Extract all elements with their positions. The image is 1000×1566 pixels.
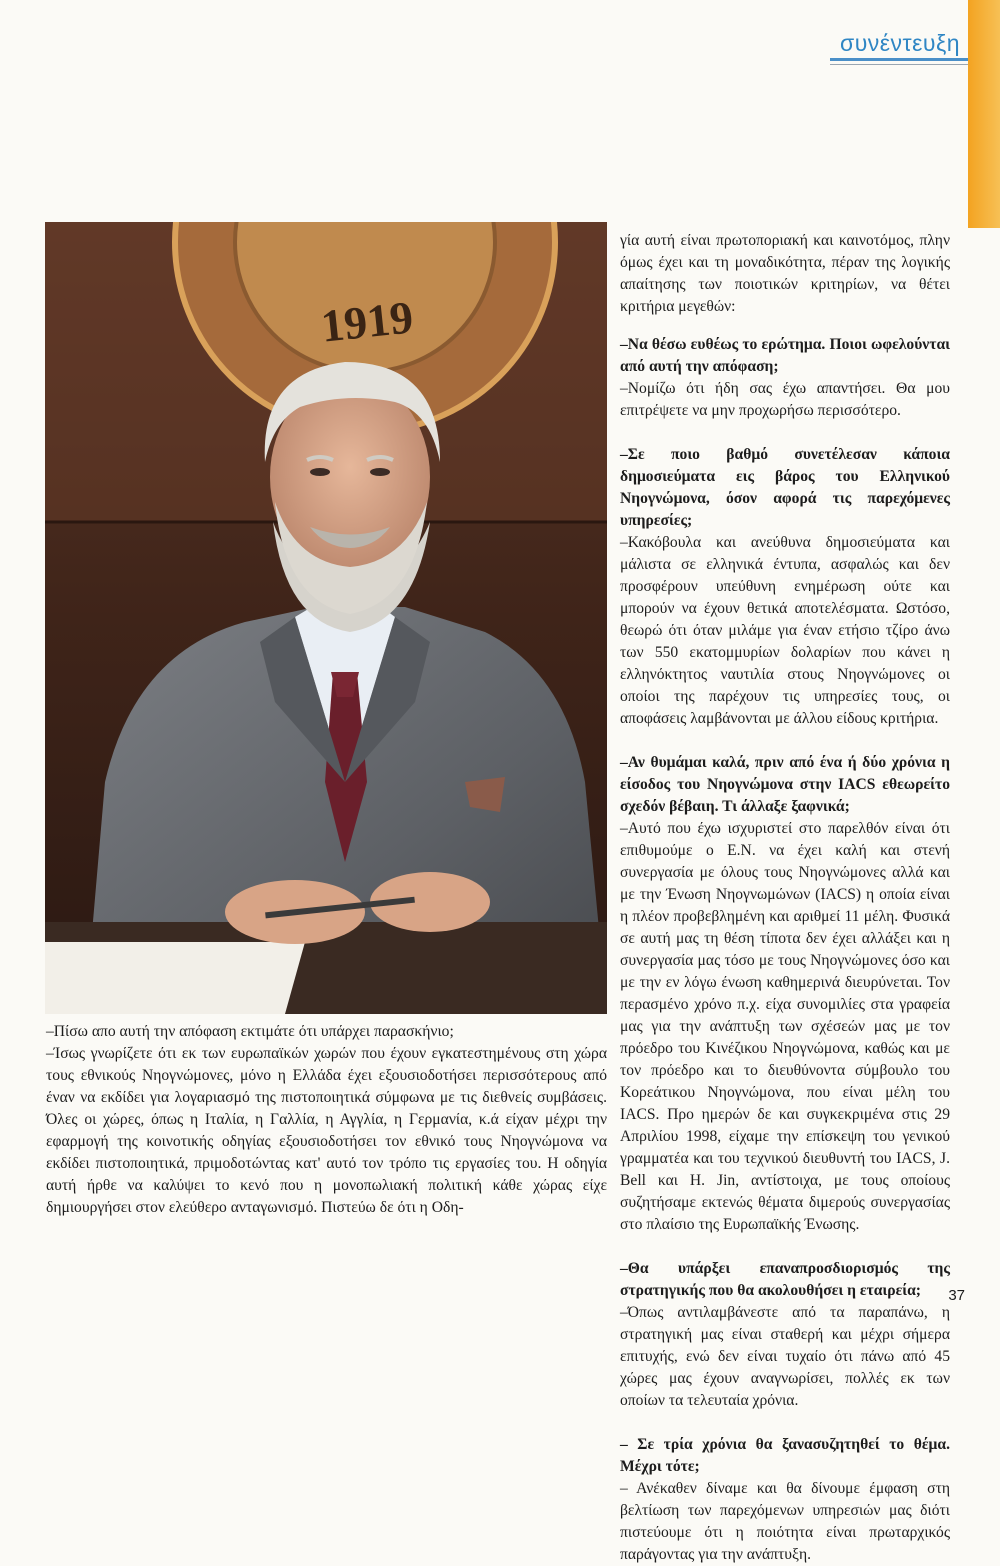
- answer: –Νομίζω ότι ήδη σας έχω απαντήσει. Θα μου επιτρέψετε να μην προχωρήσω περισσότερο.: [620, 380, 950, 419]
- section-color-tab: [968, 0, 1000, 228]
- paragraph: –Πίσω απο αυτή την απόφαση εκτιμάτε ότι υπάρχει παρασκήνιο;: [46, 1023, 454, 1040]
- seal-year: 1919: [318, 291, 416, 352]
- left-text-column: [46, 1021, 607, 1219]
- question: –Να θέσω ευθέως το ερώτημα. Ποιοι ωφελούνται από αυτή την απόφαση;: [620, 336, 950, 375]
- interview-portrait-photo: [45, 222, 607, 1014]
- portrait-illustration: [45, 222, 607, 1014]
- answer: –Όπως αντιλαμβάνεστε από τα παραπάνω, η στρατηγική μας είναι σταθερή και μέχρι σήμερα επιτυχής, ενώ δεν είναι τυχαίο ότι πάνω από 45 χώρες μας έχουν αναγνωρίσει, πολλές εκ των οποίων τα τελευταία χρόνια.: [620, 1304, 950, 1409]
- answer: – Ανέκαθεν δίναμε και θα δίνουμε έμφαση στη βελτίωση των παρεχόμενων υπηρεσιών μας διότι πιστεύουμε ότι η ποιότητα είναι πρωταρχικός παράγοντας για την ανάπτυξη.: [620, 1480, 950, 1563]
- header-rule-line: [830, 64, 968, 65]
- section-label: συνέντευξη: [840, 30, 961, 56]
- answer: –Αυτό που έχω ισχυριστεί στο παρελθόν είναι ότι επιθυμούμε ο Ε.Ν. να έχει καλή και στενή συνεργασία με όλους τους Νηογνώμονες αλλά και με την Ένωση Νηογνωμώνων (IACS) η οποία είναι η πλέον προβεβλημένη και αριθμεί 11 μέλη. Φυσικά σε αυτή μας τη θέση τίποτα δεν έχει αλλάξει και η συνεργασία μας τόσο με τους Νηογνώμονες όσο και με την εν λόγω ένωση καθημερινά διευρύνεται. Τον περασμένο χρόνο π.χ. είχα συνομιλίες στα γραφεία μας για την ανάπτυξη των σχέσεών μας με τον πρόεδρο του Κινέζικου Νηογνώμονα, καθώς και με τον πρόεδρο και το διευθύνοντα σύμβουλο του Κορεάτικου Νηογνώμονα, που είναι μέλη του IACS. Προ ημερών δε και συγκεκριμένα στις 29 Απριλίου 1998, είχαμε την επίσκεψη του γενικού γραμματέα και του τεχνικού διευθυντή του IACS, J. Bell και H. Jin, αντίστοιχα, με τους οποίους συζητήσαμε εκτενώς θέματα διμερούς συνεργασίας στο πλαίσιο της Ευρωπαϊκής Ένωσης.: [620, 820, 950, 1233]
- question: – Σε τρία χρόνια θα ξανασυζητηθεί το θέμα. Μέχρι τότε;: [620, 1436, 950, 1475]
- question: –Σε ποιο βαθμό συνετέλεσαν κάποια δημοσιεύματα εις βάρος του Ελληνικού Νηογνώμονα, όσον αφορά τις παρεχόμενες υπηρεσίες;: [620, 446, 950, 529]
- question: –Θα υπάρξει επαναπροσδιορισμός της στρατηγικής που θα ακολουθήσει η εταιρεία;: [620, 1260, 950, 1299]
- header-rule-blue: [830, 58, 968, 61]
- right-text-column: [620, 230, 950, 1566]
- paragraph: –Ίσως γνωρίζετε ότι εκ των ευρωπαϊκών χωρών που έχουν εγκατεστημένους στη χώρα τους εθνικούς Νηογνώμονες, μόνο η Ελλάδα έχει εξουσιοδοτήσει περισσότερους από έναν να εκδίδει για λογαριασμό της πιστοποιητικά σύμφωνα με τις διεθνείς συμβάσεις. Όλες οι χώρες, όπως η Ιταλία, η Γαλλία, η Αγγλία, η Γερμανία, κ.ά είχαν μέχρι την εφαρμογή της κοινοτικής οδηγίας εξουσιοδοτήσει τον εθνικό τους Νηογνώμονα να εκδίδει πιστοποιητικά, πριμοδοτώντας κατ' αυτό τον τρόπο τις εργασίες του. Η οδηγία αυτή ήρθε να καλύψει το κενό που η μονοπωλιακή πολιτική κάθε χώρας είχε δημιουργήσει στον ελεύθερο ανταγωνισμό. Πιστεύω δε ότι η Οδη-: [46, 1045, 607, 1216]
- answer: –Κακόβουλα και ανεύθυνα δημοσιεύματα και μάλιστα σε ελληνικά έντυπα, ασφαλώς και δεν προσφέρουν υπεύθυνη ενημέρωση ούτε και μπορούν να έχουν θετικά αποτελέσματα. Ωστόσο, θεωρώ ότι όταν μιλάμε για έναν ετήσιο τζίρο άνω των 550 εκατομμυρίων δολαρίων που κάνει η ελληνόκτητος ναυτιλία στους Νηογνώμονες οι οποίοι της παρέχουν τις υπηρεσίες τους, οι αποφάσεις λαμβάνονται με άλλου είδους κριτήρια.: [620, 534, 950, 727]
- intro-paragraph: γία αυτή είναι πρωτοποριακή και καινοτόμος, πλην όμως έχει και τη μοναδικότητα, πέραν της λογικής απαίτησης των ποιοτικών κριτηρίων, να θέτει κριτήρια μεγεθών:: [620, 232, 950, 315]
- page-number: 37: [948, 1287, 965, 1304]
- question: –Αν θυμάμαι καλά, πριν από ένα ή δύο χρόνια η είσοδος του Νηογνώμονα στην IACS εθεωρείτο σχεδόν βέβαιη. Τι άλλαξε ξαφνικά;: [620, 754, 950, 815]
